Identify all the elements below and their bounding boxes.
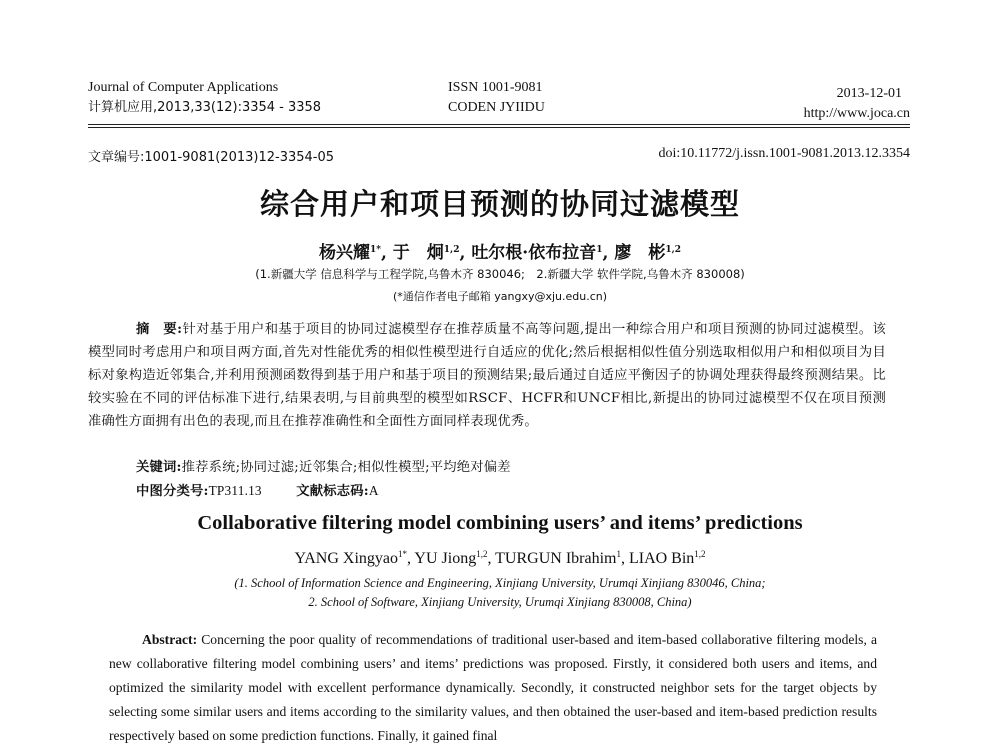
author-en-1: YANG Xingyao xyxy=(294,550,398,567)
author-en-3: TURGUN Ibrahim xyxy=(495,550,617,567)
abstract-cn xyxy=(88,318,886,433)
page-title-cn: 综合用户和项目预测的协同过滤模型 xyxy=(259,187,740,221)
contact-email-cn: (*通信作者电子邮箱 yangxy@xju.edu.cn) xyxy=(392,290,608,303)
keywords-cn xyxy=(88,456,886,479)
author-cn-1-sup: 1* xyxy=(369,245,381,255)
issn: ISSN 1001-9081 xyxy=(448,80,543,95)
page-title-en: Collaborative filtering model combining users’ and items’ predictions xyxy=(197,512,803,534)
affiliation-cn: (1.新疆大学 信息科学与工程学院,乌鲁木齐 830046; 2.新疆大学 软件学院,乌鲁木齐 830008) xyxy=(255,267,745,281)
abstract-en-text: Concerning the poor quality of recommendations of traditional user-based and item-based collaborative filtering models, a new collaborative filtering model combining users’ and items’ predictions was proposed. Firstly, it considered both users and items, and optimized the similarity model with excellent performance dynamically. Secondly, it constructed neighbor sets for the target objects by selecting some similar users and items according to the similarity values, and then obtained the user-based and item-based prediction results respectively based on some prediction functions. Finally, it gained final xyxy=(109,632,877,743)
classification-cn xyxy=(88,479,886,503)
journal-name-cn: 计算机应用,2013,33(12):3354 - 3358 xyxy=(88,100,322,115)
author-cn-1: 杨兴耀 xyxy=(318,243,370,263)
authors-en xyxy=(0,550,1000,568)
author-en-2-sup: 1,2 xyxy=(476,549,488,559)
header-rule-bottom xyxy=(88,127,910,128)
journal-url: http://www.joca.cn xyxy=(803,106,910,121)
author-cn-4-sup: 1,2 xyxy=(665,245,682,255)
author-en-4: LIAO Bin xyxy=(628,550,695,567)
author-en-1-sup: 1* xyxy=(398,549,407,559)
author-cn-sep-3: , xyxy=(602,243,609,263)
header-rule-top xyxy=(88,124,910,125)
publication-date: 2013-12-01 xyxy=(836,86,902,101)
abstract-en xyxy=(109,628,877,748)
doi: doi:10.11772/j.issn.1001-9081.2013.12.3354 xyxy=(658,146,910,161)
classification-cn-value: TP311.13 xyxy=(208,483,262,498)
keywords-cn-text: 推荐系统;协同过滤;近邻集合;相似性模型;平均绝对偏差 xyxy=(181,460,511,475)
author-cn-sep-1: , xyxy=(380,243,387,263)
author-cn-2: 于 炯 xyxy=(392,243,444,263)
author-en-sep-2: , xyxy=(487,550,492,567)
article-number: 文章编号:1001-9081(2013)12-3354-05 xyxy=(88,150,335,165)
coden: CODEN JYIIDU xyxy=(448,100,545,115)
abstract-cn-text: 针对基于用户和基于项目的协同过滤模型存在推荐质量不高等问题,提出一种综合用户和项目预测的协同过滤模型。该模型同时考虑用户和项目两方面,首先对性能优秀的相似性模型进行自适应的优化;然后根据相似性值分别选取相似用户和相似项目为目标对象构造近邻集合,并利用预测函数得到基于用户和基于项目的预测结果;最后通过自适应平衡因子的协调处理获得最终预测结果。比较实验在不同的评估标准下进行,结果表明,与目前典型的模型如RSCF、HCFR和UNCF相比,新提出的协同过滤模型不仅在项目预测准确性方面拥有出色的表现,而且在推荐准确性和全面性方面同样表现优秀。 xyxy=(88,322,886,429)
author-en-sep-1: , xyxy=(407,550,411,567)
document-code-label: 文献标志码: xyxy=(296,484,369,499)
classification-cn-label: 中图分类号: xyxy=(136,484,209,499)
abstract-en-label: Abstract: xyxy=(142,632,198,647)
author-cn-sep-2: , xyxy=(459,243,466,263)
author-en-sep-3: , xyxy=(620,550,625,567)
affiliation-en-line2: 2. School of Software, Xinjiang University, Urumqi Xinjiang 830008, China) xyxy=(308,595,692,609)
authors-cn xyxy=(0,238,1000,263)
keywords-cn-label: 关键词: xyxy=(136,460,182,475)
abstract-cn-label: 摘 要: xyxy=(136,322,183,337)
author-en-2: YU Jiong xyxy=(414,550,477,567)
author-en-3-sup: 1 xyxy=(616,549,621,559)
author-cn-2-sup: 1,2 xyxy=(443,245,460,255)
affiliation-en-line1: (1. School of Information Science and Engineering, Xinjiang University, Urumqi Xinjiang 830046, China; xyxy=(234,576,766,590)
author-en-4-sup: 1,2 xyxy=(694,549,706,559)
author-cn-3: 吐尔根·依布拉音 xyxy=(471,243,597,263)
author-cn-3-sup: 1 xyxy=(596,245,603,255)
document-code-value: A xyxy=(368,483,379,498)
author-cn-4: 廖 彬 xyxy=(614,243,666,263)
journal-name-en: Journal of Computer Applications xyxy=(88,80,279,95)
